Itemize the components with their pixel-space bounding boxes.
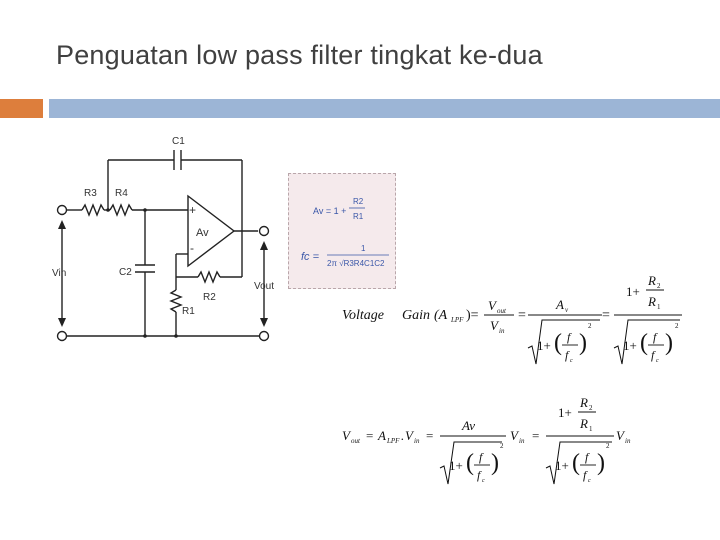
eq1-voltage: Voltage	[342, 308, 384, 323]
eq2-r1: R	[580, 416, 588, 431]
svg-text:(: (	[466, 450, 474, 476]
equation-voltage-gain	[330, 268, 700, 378]
svg-text:=: =	[426, 428, 434, 443]
eq1-vin: V	[490, 318, 498, 333]
label-r1: R1	[182, 306, 195, 317]
eq2-lpf: LPF	[387, 437, 400, 445]
svg-text:(: (	[572, 450, 580, 476]
eq1-fc: f	[565, 348, 569, 362]
label-c2: C2	[119, 267, 132, 278]
eq2-vin-sub: in	[414, 437, 420, 445]
eq2-one-plus-b: 1+	[558, 405, 572, 420]
eq1-r1: R	[648, 294, 656, 309]
svg-text:=: =	[366, 428, 374, 443]
eq2-fc-sub: c	[482, 478, 485, 484]
eq1-gain-open: (A	[434, 308, 448, 323]
label-c1: C1	[172, 136, 185, 147]
svg-text:): )	[597, 450, 605, 476]
fc-lhs: fc =	[301, 251, 320, 263]
svg-text:): )	[491, 450, 499, 476]
eq1-f: f	[567, 330, 571, 344]
svg-text:(: (	[554, 330, 562, 356]
label-vin: Vin	[52, 268, 67, 279]
eq1-av: A	[556, 297, 564, 312]
eq1-one-plus-b: 1+	[626, 284, 640, 299]
eq2-f: f	[479, 450, 483, 464]
eq1-gain-sub: LPF	[451, 316, 464, 324]
eq2-fc-sub-b: c	[588, 478, 591, 484]
eq2-one-plus: 1+	[449, 458, 463, 473]
fc-den: 2π √R3R4C1C2	[327, 259, 385, 268]
eq1-sq-b: 2	[675, 322, 679, 330]
svg-text:(: (	[640, 330, 648, 356]
svg-text:)=: )=	[466, 308, 479, 323]
eq2-vin-sub-c: in	[625, 437, 631, 445]
label-minus: -	[190, 241, 194, 255]
eq1-r2: R	[648, 273, 656, 288]
eq2-vin-c: V	[616, 428, 624, 443]
circuit-schematic	[40, 130, 290, 350]
eq2-vout: V	[342, 428, 350, 443]
eq1-r1-sub: 1	[657, 303, 661, 311]
eq2-a: A	[378, 428, 386, 443]
eq1-gain: Gain	[402, 308, 430, 323]
eq1-sq: 2	[588, 322, 592, 330]
equation-vout	[336, 392, 646, 492]
eq1-fc-sub: c	[570, 358, 573, 364]
label-r4: R4	[115, 188, 128, 199]
eq2-vin-b: V	[510, 428, 518, 443]
eq1-vout: V	[488, 298, 496, 313]
eq2-vin: V	[405, 428, 413, 443]
eq1-vin-sub: in	[499, 327, 505, 335]
label-av: Av	[196, 227, 209, 239]
eq1-one-plus: 1+	[537, 338, 551, 353]
svg-text:): )	[665, 330, 673, 356]
label-vout: Vout	[254, 281, 275, 292]
eq2-fc: f	[477, 468, 481, 482]
accent-bar-orange	[0, 99, 43, 118]
eq1-fc-sub-b: c	[656, 358, 659, 364]
eq2-r1-sub: 1	[589, 425, 593, 433]
eq2-sq: 2	[500, 442, 504, 450]
accent-bar-blue	[49, 99, 720, 118]
fc-num: 1	[361, 244, 366, 253]
eq2-av: Av	[462, 418, 475, 433]
av-lhs: Av = 1 +	[313, 206, 347, 216]
eq1-f-b: f	[653, 330, 657, 344]
eq2-r2: R	[580, 395, 588, 410]
svg-text:): )	[579, 330, 587, 356]
label-r3: R3	[84, 188, 97, 199]
eq1-av-sub: v	[565, 306, 569, 314]
eq2-vout-sub: out	[351, 437, 360, 445]
eq2-fc-b: f	[583, 468, 587, 482]
av-den: R1	[353, 212, 364, 221]
svg-text:=: =	[518, 308, 526, 323]
av-num: R2	[353, 197, 364, 206]
svg-text:.: .	[401, 428, 405, 443]
eq2-r2-sub: 2	[589, 404, 593, 412]
eq2-vin-sub-b: in	[519, 437, 525, 445]
eq1-fc-b: f	[651, 348, 655, 362]
eq2-f-b: f	[585, 450, 589, 464]
label-plus: +	[189, 203, 197, 217]
svg-text:=: =	[602, 308, 610, 323]
eq2-one-plus-c: 1+	[555, 458, 569, 473]
slide-title: Penguatan low pass filter tingkat ke-dua	[56, 40, 543, 70]
eq1-vout-sub: out	[497, 307, 506, 315]
eq1-r2-sub: 2	[657, 282, 661, 290]
eq2-sq-b: 2	[606, 442, 610, 450]
svg-text:=: =	[532, 428, 540, 443]
label-r2: R2	[203, 292, 216, 303]
eq1-one-plus-c: 1+	[623, 338, 637, 353]
